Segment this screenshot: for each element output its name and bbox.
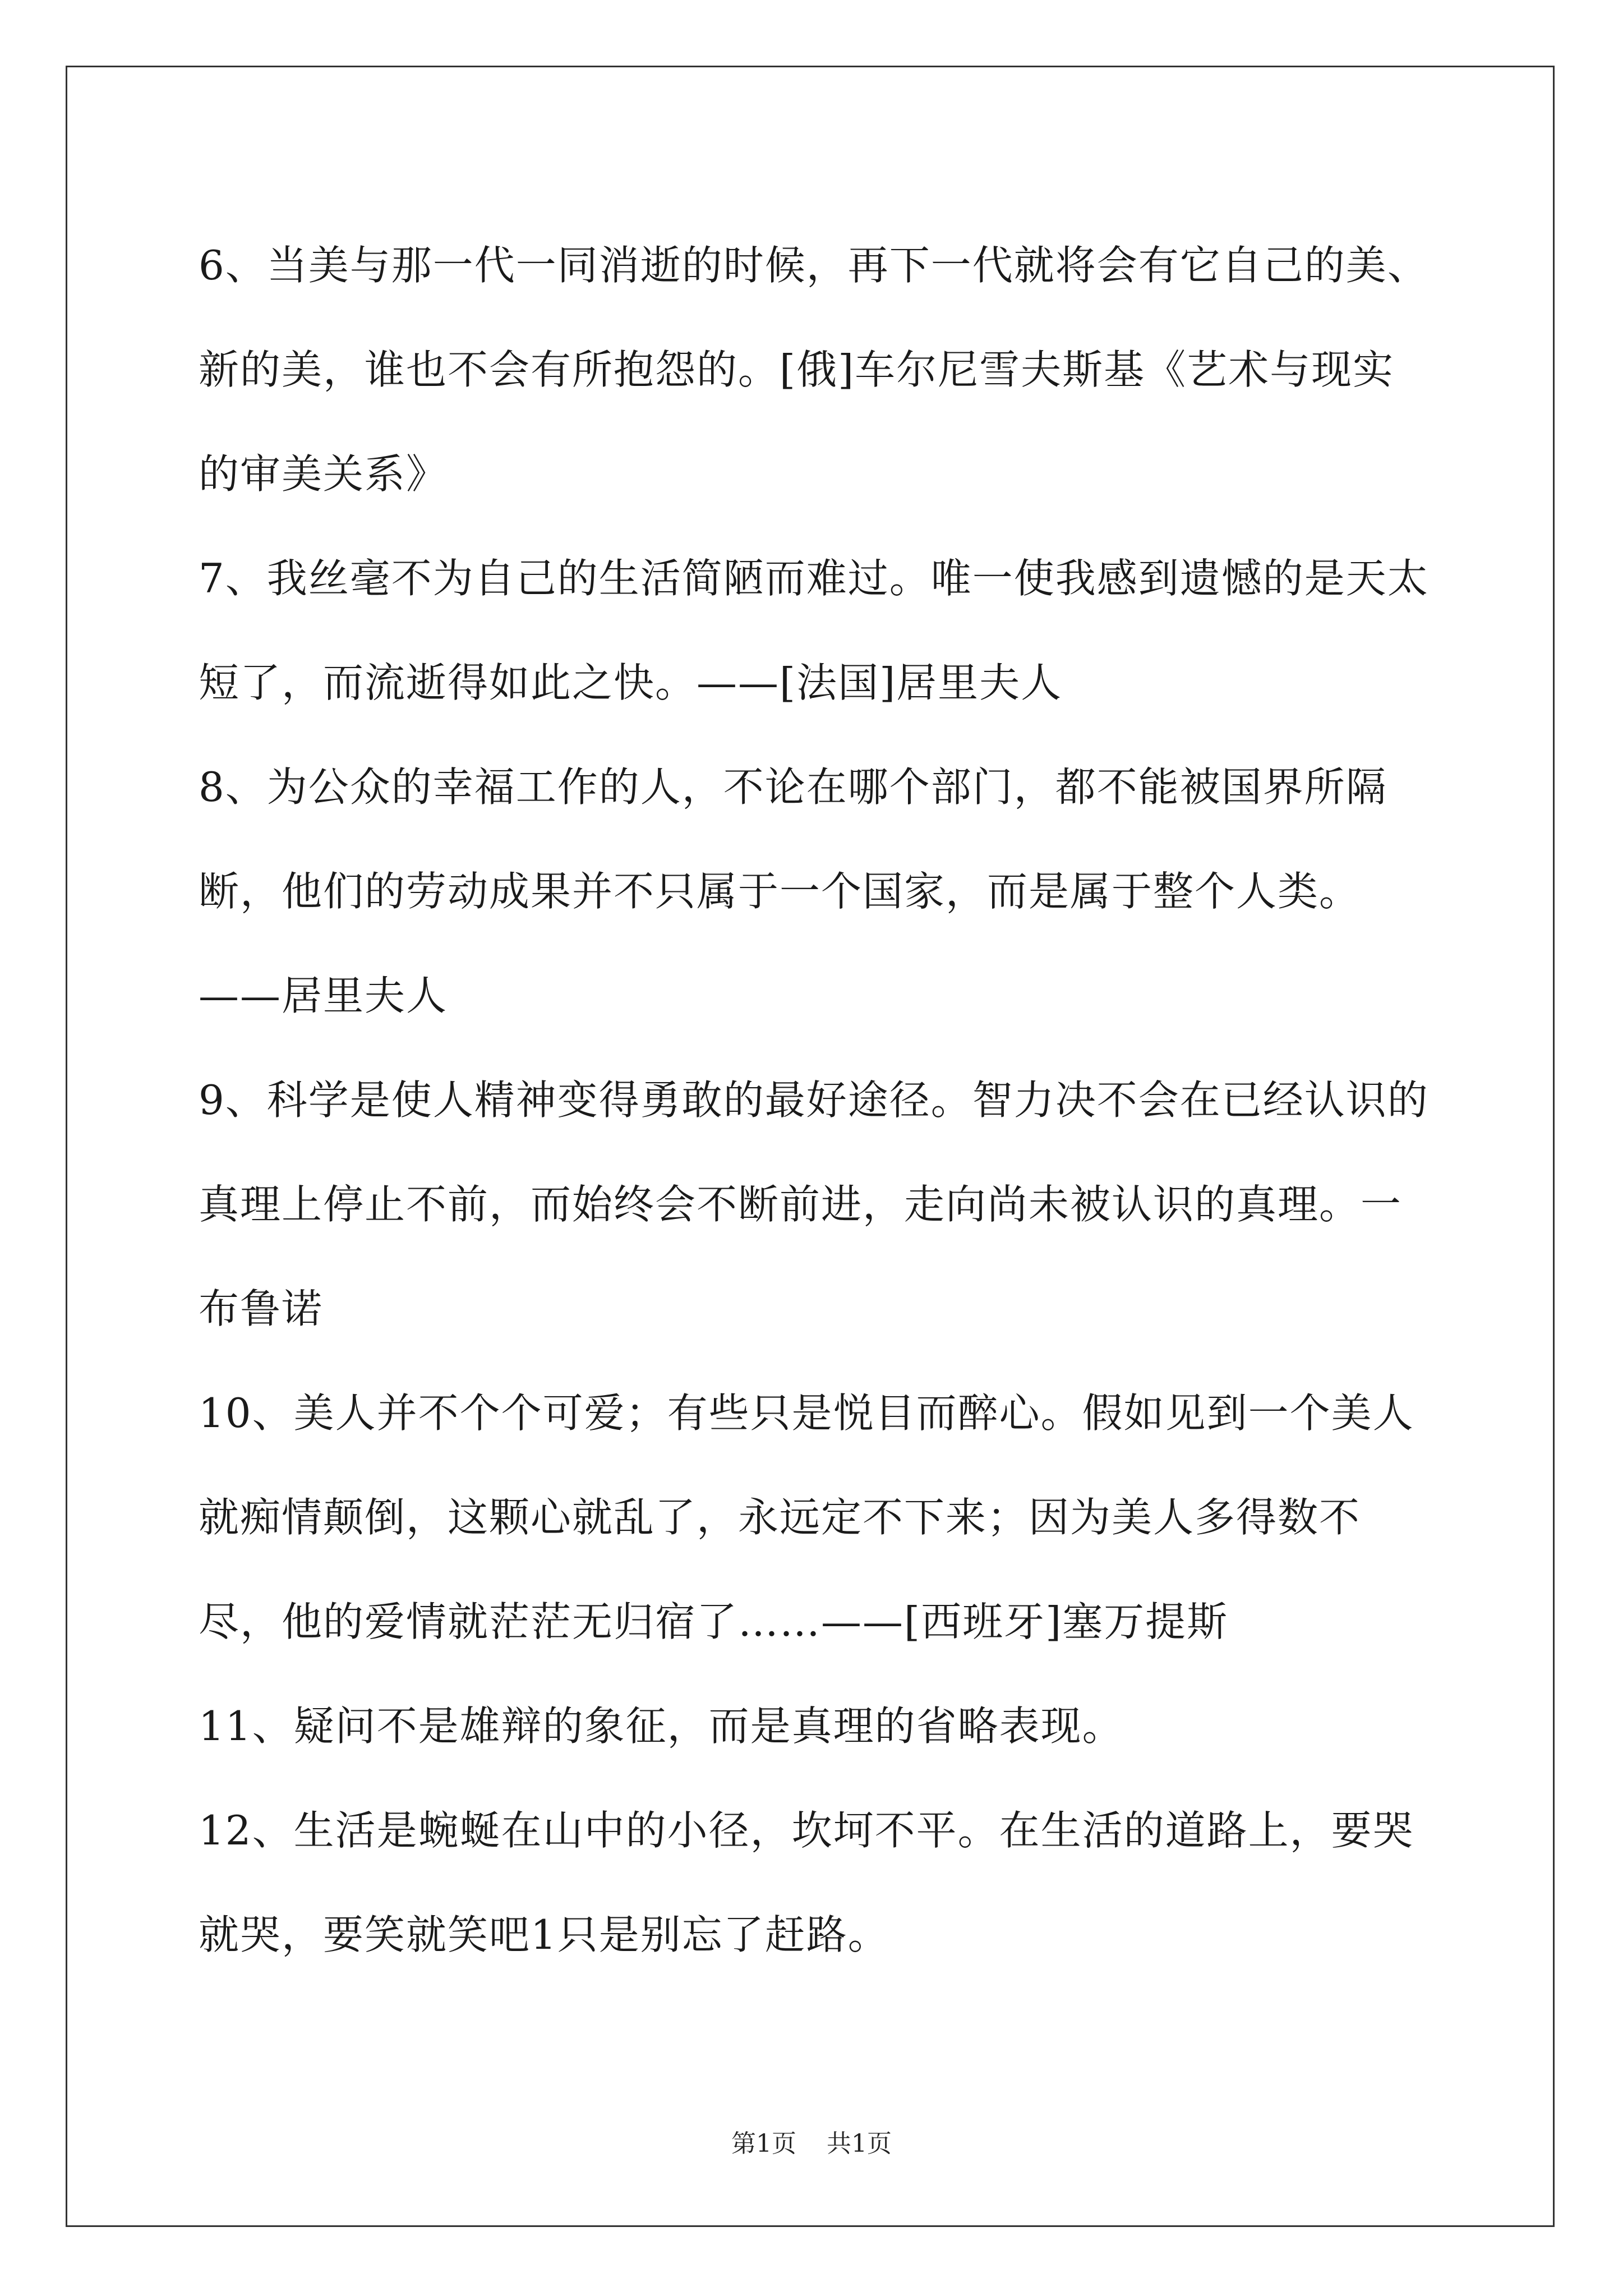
page-number-current: 第1页: [731, 2129, 796, 2158]
quote-paragraph-9: 9、科学是使人精神变得勇敢的最好途径。智力决不会在已经认识的真理上停止不前，而始终会不断前进，走向尚未被认识的真理。一布鲁诺: [199, 1076, 1429, 1332]
quote-paragraph-8: 8、为公众的幸福工作的人，不论在哪个部门，都不能被国界所隔断，他们的劳动成果并不只属于一个国家，而是属于整个人类。——居里夫人: [199, 763, 1387, 1019]
quote-paragraph-12: 12、生活是蜿蜒在山中的小径，坎坷不平。在生活的道路上，要哭就哭，要笑就笑吧1只是别忘了赶路。: [199, 1807, 1414, 1958]
quote-paragraph-7: 7、我丝毫不为自己的生活简陋而难过。唯一使我感到遗憾的是天太短了，而流逝得如此之快。——[法国]居里夫人: [199, 555, 1429, 706]
quote-paragraph-10: 10、美人并不个个可爱；有些只是悦目而醉心。假如见到一个美人就痴情颠倒，这颗心就乱了，永远定不下来；因为美人多得数不尽，他的爱情就茫茫无归宿了……——[西班牙]塞万提斯: [199, 1389, 1414, 1645]
document-body: [199, 213, 1432, 1987]
quote-paragraph-11: 11、疑问不是雄辩的象征，而是真理的省略表现。: [199, 1703, 1124, 1750]
page-footer: [0, 2123, 1623, 2159]
quote-paragraph-6: 6、当美与那一代一同消逝的时候，再下一代就将会有它自己的美、新的美，谁也不会有所抱怨的。[俄]车尔尼雪夫斯基《艺术与现实的审美关系》: [199, 242, 1429, 498]
page-number-total: 共1页: [827, 2129, 892, 2158]
